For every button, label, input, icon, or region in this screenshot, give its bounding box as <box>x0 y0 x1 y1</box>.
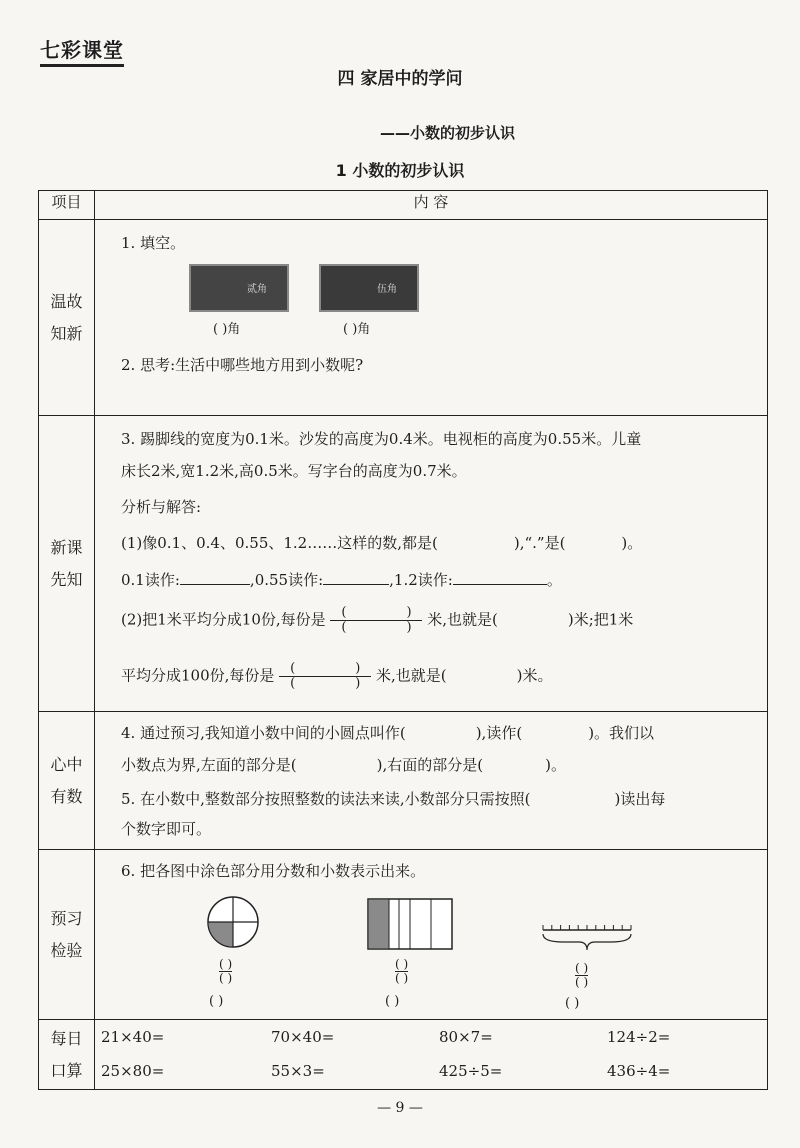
bar-rectangle-figure <box>367 898 453 950</box>
lesson-title: 1 小数的初步认识 <box>335 161 465 180</box>
calc-2-2[interactable]: 55×3= <box>271 1062 325 1080</box>
answer-fraction-2[interactable]: ( ) ( ) <box>395 957 409 985</box>
section-review <box>95 220 768 416</box>
publisher-logo: 七彩课堂 <box>40 34 124 67</box>
unit-title: 四 家居中的学问 <box>337 69 463 89</box>
question-4-line1: 4. 通过预习,我知道小数中间的小圆点叫作( ),读作( )。我们以 <box>121 724 655 742</box>
section-check <box>95 850 768 1020</box>
worksheet-table <box>38 190 768 1090</box>
fraction-blank-2[interactable]: $\frac{( )}{( )}$ <box>279 662 371 691</box>
unit-subtitle: ——小数的初步认识 <box>380 124 516 142</box>
banknote-2jiao-image: 贰角 <box>189 264 289 312</box>
fraction-blank-1[interactable]: $\frac{( )}{( )}$ <box>330 606 422 635</box>
section-mind <box>95 712 768 850</box>
blank-read-1-2[interactable] <box>453 568 547 585</box>
question-5-line1: 5. 在小数中,整数部分按照整数的读法来读,小数部分只需按照( )读出每 <box>121 790 666 808</box>
header-item: 项目 <box>39 191 95 220</box>
section-label-review: 温故 知新 <box>39 220 95 416</box>
question-4-line2: 小数点为界,左面的部分是( ),右面的部分是( )。 <box>121 756 566 774</box>
quarter-circle-figure <box>205 894 261 950</box>
question-5-line2: 个数字即可。 <box>121 820 212 838</box>
question-3-line2: 床长2米,宽1.2米,高0.5米。写字台的高度为0.7米。 <box>121 462 467 480</box>
answer-decimal-3[interactable]: ( ) <box>565 996 580 1011</box>
section-oral <box>95 1020 768 1090</box>
part-2: (2)把1米平均分成10份,每份是 $\frac{( )}{( )}$ 米,也就是( )米;把1米 <box>121 605 634 635</box>
section-preview <box>95 416 768 712</box>
question-2: 2. 思考:生活中哪些地方用到小数呢? <box>121 356 364 374</box>
answer-decimal-1[interactable]: ( ) <box>209 994 224 1009</box>
answer-fraction-1[interactable]: ( ) ( ) <box>219 957 233 985</box>
section-label-oral: 每日 口算 <box>39 1020 95 1090</box>
section-label-check: 预习 检验 <box>39 850 95 1020</box>
calc-2-4[interactable]: 436÷4= <box>607 1062 671 1080</box>
calc-2-3[interactable]: 425÷5= <box>439 1062 503 1080</box>
blank-note1[interactable]: ( )角 <box>213 322 241 337</box>
answer-fraction-3[interactable]: ( ) ( ) <box>575 961 589 989</box>
calc-1-2[interactable]: 70×40= <box>271 1028 335 1046</box>
calc-1-4[interactable]: 124÷2= <box>607 1028 671 1046</box>
part-3: 平均分成100份,每份是 $\frac{( )}{( )}$ 米,也就是( )米。 <box>121 661 553 691</box>
banknote-5jiao-image: 伍角 <box>319 264 419 312</box>
header-content: 内 容 <box>95 191 768 220</box>
question-3-line1: 3. 踢脚线的宽度为0.1米。沙发的高度为0.4米。电视柜的高度为0.55米。儿童 <box>121 430 642 448</box>
question-6: 6. 把各图中涂色部分用分数和小数表示出来。 <box>121 862 426 880</box>
blank-read-0-55[interactable] <box>323 568 389 585</box>
part-1: (1)像0.1、0.4、0.55、1.2……这样的数,都是( ),“.”是( )。 <box>121 534 643 552</box>
reading-line: 0.1读作: ,0.55读作: ,1.2读作: 。 <box>121 568 562 590</box>
calc-2-1[interactable]: 25×80= <box>101 1062 165 1080</box>
number-line-figure <box>539 922 635 958</box>
blank-note2[interactable]: ( )角 <box>343 322 371 337</box>
section-label-preview: 新课 先知 <box>39 416 95 712</box>
calc-1-3[interactable]: 80×7= <box>439 1028 493 1046</box>
blank-read-0-1[interactable] <box>180 568 250 585</box>
question-1: 1. 填空。 <box>121 234 186 252</box>
answer-decimal-2[interactable]: ( ) <box>385 994 400 1009</box>
page-number: — 9 — <box>377 1100 423 1116</box>
section-label-mind: 心中 有数 <box>39 712 95 850</box>
calc-1-1[interactable]: 21×40= <box>101 1028 165 1046</box>
analysis-label: 分析与解答: <box>121 498 202 516</box>
